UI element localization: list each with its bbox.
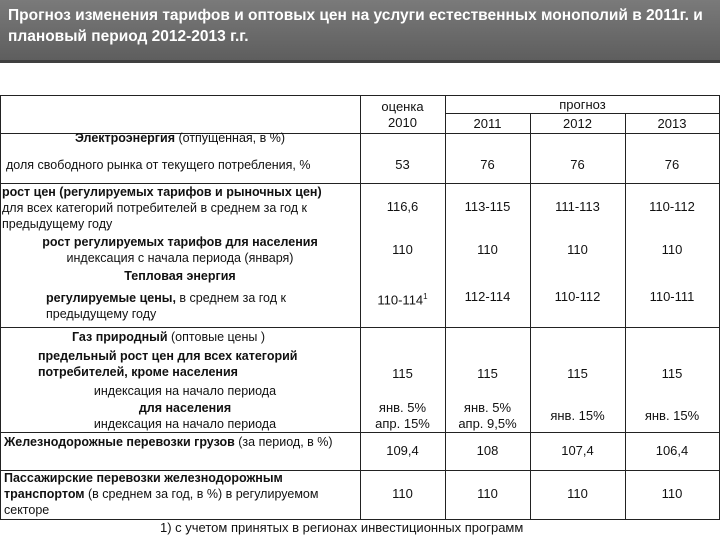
freight-2011: 108 (476, 443, 499, 458)
gas-title: Газ природный (оптовые цены ) (72, 330, 265, 344)
heat-2012: 110-112 (554, 289, 601, 304)
gas-limit-2010: 115 (392, 366, 413, 381)
price-growth-2012: 111-113 (555, 199, 600, 214)
gas-limit-2012: 115 (567, 366, 588, 381)
year-2013-header: 2013 (657, 116, 687, 131)
population-growth-2011: 110 (477, 242, 498, 257)
gas-population-2010: янв. 5% апр. 15% (375, 400, 430, 431)
free-market-label: доля свободного рынка от текущего потребления, % (6, 158, 311, 172)
gas-population-2012: янв. 15% (550, 408, 605, 423)
gas-population-label: для населения (138, 401, 232, 415)
passenger-2011: 110 (477, 486, 498, 501)
passenger-2013: 110 (661, 486, 683, 501)
footnote: 1) с учетом принятых в регионах инвестиционных программ (160, 520, 524, 535)
year-2012-header: 2012 (563, 116, 592, 131)
title-bar (0, 0, 720, 63)
estimate-label: оценка (381, 99, 424, 114)
price-growth-2010: 116,6 (386, 199, 419, 214)
price-growth-2011: 113-115 (464, 199, 511, 214)
heat-2011: 112-114 (464, 289, 511, 304)
year-2011-header: 2011 (473, 116, 502, 131)
population-growth-label: рост регулируемых тарифов для населения индексация с начала периода (января) (42, 235, 318, 265)
forecast-divider (445, 113, 720, 114)
gas-limit-sub: индексация на начало периода (93, 384, 277, 398)
free-market-2013: 76 (664, 157, 680, 172)
population-growth-2010: 110 (392, 242, 413, 257)
passenger-2010: 110 (392, 486, 413, 501)
population-growth-2012: 110 (567, 242, 588, 257)
heat-title: Тепловая энергия (124, 269, 236, 283)
page-title: Прогноз изменения тарифов и оптовых цен на услуги естественных монополий в 2011г. и плановый период 2012-2013 г.г. (8, 7, 703, 45)
price-growth-label: рост цен (регулируемых тарифов и рыночных цен) для всех категорий потребителей в среднем за год к предыдущему году (2, 185, 322, 231)
heat-2013: 110-111 (649, 289, 695, 304)
gas-population-sub: индексация на начало периода (93, 417, 277, 431)
electricity-title: Электроэнергия (отпущенная, в %) (74, 131, 286, 145)
free-market-2010: 53 (395, 157, 410, 172)
heat-label: регулируемые цены, в среднем за год к предыдущему году (46, 291, 286, 321)
freight-2012: 107,4 (561, 443, 594, 458)
gas-limit-label: предельный рост цен для всех категорий потребителей, кроме населения (38, 349, 298, 379)
passenger-label: Пассажирские перевозки железнодорожным транспортом (в среднем за год, в %) в регулируемом секторе (4, 471, 319, 517)
free-market-2012: 76 (570, 157, 585, 172)
freight-label: Железнодорожные перевозки грузов (за период, в %) (4, 435, 333, 449)
passenger-2012: 110 (567, 486, 588, 501)
forecast-label: прогноз (559, 97, 606, 112)
freight-2013: 106,4 (655, 443, 689, 458)
gas-limit-2013: 115 (661, 366, 683, 381)
price-growth-2013: 110-112 (649, 199, 695, 214)
left-border (0, 95, 1, 520)
gas-population-2013: янв. 15% (644, 408, 700, 423)
population-growth-2013: 110 (661, 242, 683, 257)
free-market-2011: 76 (480, 157, 495, 172)
year-2010-header: 2010 (388, 115, 417, 130)
freight-2010: 109,4 (386, 443, 419, 458)
gas-limit-2011: 115 (477, 366, 498, 381)
heat-2010: $110-114^1$ (377, 292, 428, 308)
gas-population-2011: янв. 5% апр. 9,5% (458, 400, 517, 431)
